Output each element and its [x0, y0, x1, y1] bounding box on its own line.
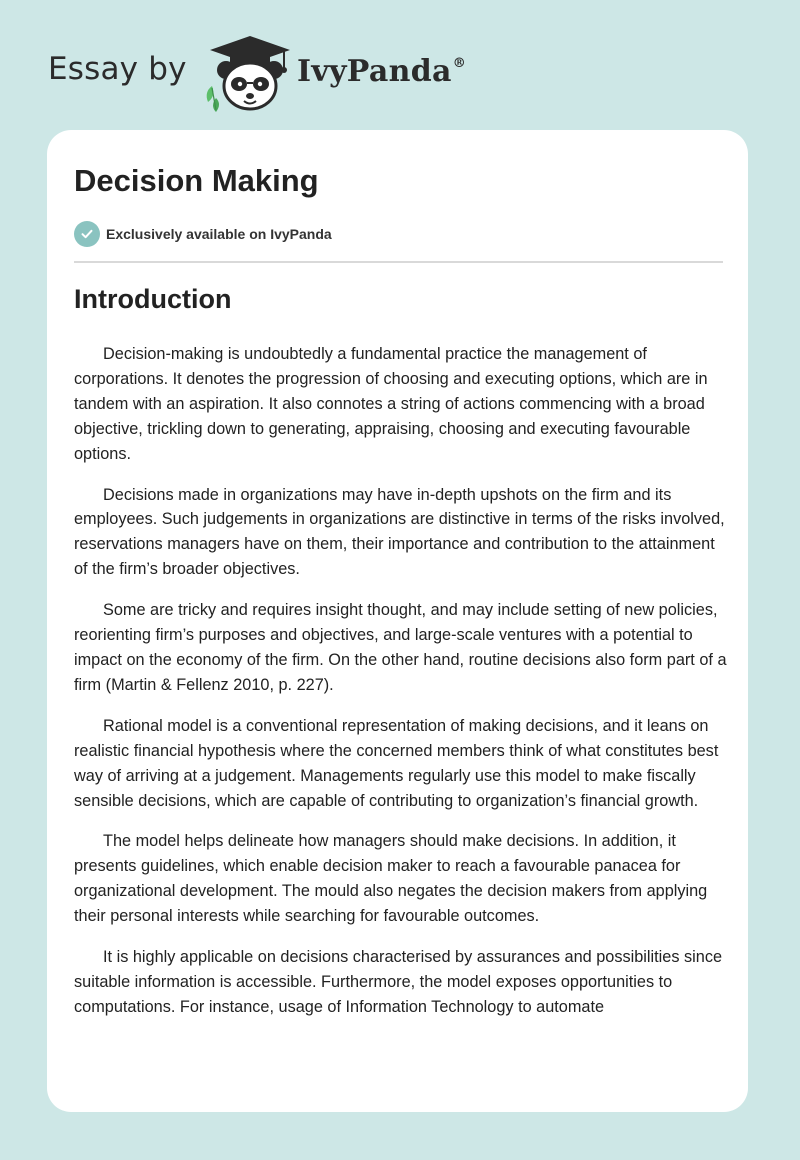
- brand-name-text: IvyPanda: [297, 54, 452, 89]
- paragraph: Some are tricky and requires insight thought, and may include setting of new policies, reorienting firm’s purposes and objectives, and large-scale ventures with a potential to impact on the economy of the firm. On the other hand, routine decisions also form part of a firm (Martin & Fellenz 2010, p. 227).: [74, 601, 727, 694]
- exclusive-badge-label: Exclusively available on IvyPanda: [106, 226, 332, 242]
- site-header: [48, 32, 648, 112]
- paragraph: Rational model is a conventional representation of making decisions, and it leans on realistic financial hypothesis where the concerned members think of what constitutes best way of arriving at a judgement. Managements regularly use this model to make fiscally sensible decisions, which are capable of contributing to organization’s financial growth.: [74, 716, 719, 810]
- paragraph: It is highly applicable on decisions characterised by assurances and possibilities since suitable information is accessible. Furthermore, the model exposes opportunities to computations. For instance, usage of Information Technology to automate: [74, 948, 723, 1016]
- essay-by-label: Essay by: [48, 51, 187, 87]
- article-card: [47, 130, 748, 1112]
- page-title: Decision Making: [74, 163, 319, 198]
- registered-mark: ®: [452, 56, 467, 71]
- section-heading: Introduction: [74, 284, 232, 314]
- brand-name[interactable]: [297, 54, 466, 89]
- paragraph: Decisions made in organizations may have in-depth upshots on the firm and its employees. Such judgements in organizations are distinctive in terms of the risks involved, reservations managers have on them, their importance and contribution to the attainment of the firm’s broader objectives.: [74, 485, 725, 579]
- exclusive-badge: [74, 221, 332, 247]
- paragraph: Decision-making is undoubtedly a fundamental practice the management of corporations. It denotes the progression of choosing and executing options, which are in tandem with an aspiration. It also connotes a string of actions commencing with a broad objective, trickling down to generating, appraising, choosing and executing favourable options.: [74, 345, 708, 463]
- paragraph: The model helps delineate how managers should make decisions. In addition, it presents guidelines, which enable decision maker to reach a favourable panacea for organizational development. The mould also negates the decision makers from applying their personal interests while searching for favourable outcomes.: [74, 832, 708, 926]
- check-icon: [74, 221, 100, 247]
- divider: [74, 261, 723, 263]
- panda-graduate-logo-icon: [200, 34, 296, 112]
- article-body: [74, 342, 729, 1036]
